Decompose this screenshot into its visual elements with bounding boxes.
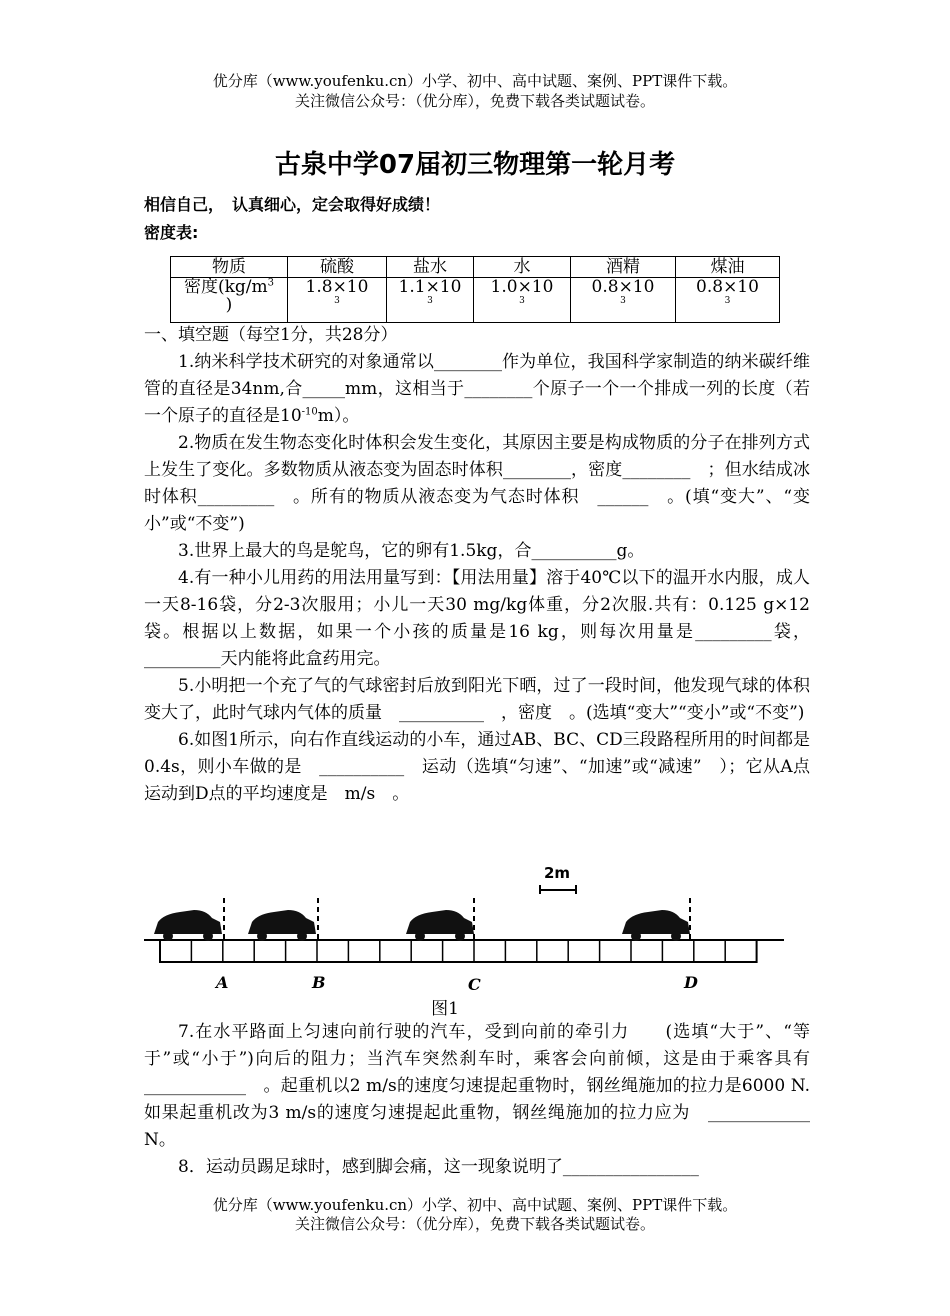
question-8: 8．运动员踢足球时，感到脚会痛，这一现象说明了________________ (178, 1157, 699, 1177)
table-header-cell: 酒精 (571, 257, 676, 278)
table-header-cell: 煤油 (676, 257, 780, 278)
question-1 (144, 349, 810, 430)
section-heading: 一、填空题（每空1分，共28分） (144, 325, 398, 345)
table-header-cell: 硫酸 (288, 257, 387, 278)
value-base: 0.8×10 (591, 277, 655, 297)
density-label: 密度表: (144, 223, 199, 242)
value-exp: 3 (334, 296, 340, 306)
table-header-cell: 水 (474, 257, 571, 278)
point-label-b: B (312, 973, 326, 992)
question-7: 7.在水平路面上匀速向前行驶的汽车，受到向前的牵引力 (选填“大于”、“等于”或“小于”)向后的阻力；当汽车突然刹车时，乘客会向前倾，这是由于乘客具有 ____________ 。起重机以2 m/s的速度匀速提起重物时，钢丝绳施加的拉力是6000 N.如果起重机改为3 m/s的速度匀速提起此重物，钢丝绳施加的拉力应为 ____________ N。 (144, 1022, 827, 1150)
table-cell (474, 278, 571, 323)
page-title: 古泉中学07届初三物理第一轮月考 (274, 150, 676, 180)
question-1-text: 1.纳米科学技术研究的对象通常以________作为单位，我国科学家制造的纳米碳纤维管的直径是34nm,合_____mm，这相当于________个原子一个一个排成一列的长度（若一个原子的直径是10 (144, 352, 810, 426)
footer-line-2: 关注微信公众号：（优分库），免费下载各类试题试卷。 (294, 1215, 655, 1233)
question-2: 2.物质在发生物态变化时体积会发生变化，其原因主要是构成物质的分子在排列方式上发生了变化。多数物质从液态变为固态时体积________，密度________ ；但水结成冰时体积_________ 。所有的物质从液态变为气态时体积 ______ 。(填“变大”、“变小”或“不变”) (144, 433, 810, 534)
scale-label: 2m (544, 864, 571, 882)
value-exp: 3 (724, 296, 731, 306)
table-cell (676, 278, 780, 323)
table-header-cell: 物质 (171, 257, 288, 278)
value-exp: 3 (620, 296, 626, 306)
point-label-d: D (684, 973, 698, 992)
value-exp: 3 (427, 296, 433, 306)
density-unit-sup: 3 (267, 277, 275, 289)
value-base: 1.0×10 (490, 277, 554, 297)
question-1-sup: -10 (301, 406, 318, 418)
question-6: 6.如图1所示，向右作直线运动的小车，通过AB、BC、CD三段路程所用的时间都是0.4s，则小车做的是 __________ 运动（选填“匀速”、“加速”或“减速” ）；它从A点运动到D点的平均速度是 m/s 。 (144, 730, 810, 804)
density-unit-close: ) (225, 295, 233, 315)
density-unit-cell (171, 278, 288, 323)
figure-caption: 图1 (431, 999, 459, 1019)
questions-part-2 (144, 1019, 827, 1181)
header-line-1: 优分库（www.youfenku.cn）小学、初中、高中试题、案例、PPT课件下载。 (212, 72, 738, 90)
table-header-cell: 盐水 (387, 257, 474, 278)
road-grid (160, 940, 757, 962)
car-icon (622, 910, 690, 941)
table-cell (288, 278, 387, 323)
value-base: 1.8×10 (305, 277, 369, 297)
value-base: 1.1×10 (398, 277, 462, 297)
point-label-a: A (216, 973, 229, 992)
density-table (170, 256, 780, 323)
question-3: 3.世界上最大的鸟是鸵鸟，它的卵有1.5kg，合__________g。 (178, 541, 645, 561)
car-icon (248, 910, 316, 941)
table-cell (571, 278, 676, 323)
question-4: 4.有一种小儿用药的用法用量写到：【用法用量】溶于40℃以下的温开水内服，成人一天8-16袋，分2-3次服用；小儿一天30 mg/kg体重，分2次服.共有：0.125 g×12袋。根据以上数据，如果一个小孩的质量是16 kg，则每次用量是_________袋，_________天内能将此盒药用完。 (144, 568, 810, 669)
car-icon (154, 910, 222, 941)
point-label-c: C (468, 975, 481, 994)
motto: 相信自己， 认真细心，定会取得好成绩！ (144, 195, 441, 214)
header-line-2: 关注微信公众号：（优分库），免费下载各类试题试卷。 (294, 92, 655, 110)
footer-line-1: 优分库（www.youfenku.cn）小学、初中、高中试题、案例、PPT课件下载。 (212, 1196, 738, 1214)
car-icon (406, 910, 474, 941)
question-1-tail: m）。 (317, 406, 360, 426)
value-exp: 3 (519, 296, 525, 306)
table-cell (387, 278, 474, 323)
questions-part-1 (144, 322, 810, 808)
question-5: 5.小明把一个充了气的气球密封后放到阳光下晒，过了一段时间，他发现气球的体积变大了，此时气球内气体的质量 __________ ，密度 。(选填“变大”“变小”或“不变”) (144, 676, 810, 723)
density-unit-text: 密度(kg/m (183, 277, 268, 297)
value-base: 0.8×10 (696, 277, 759, 297)
road-strip (160, 940, 757, 962)
